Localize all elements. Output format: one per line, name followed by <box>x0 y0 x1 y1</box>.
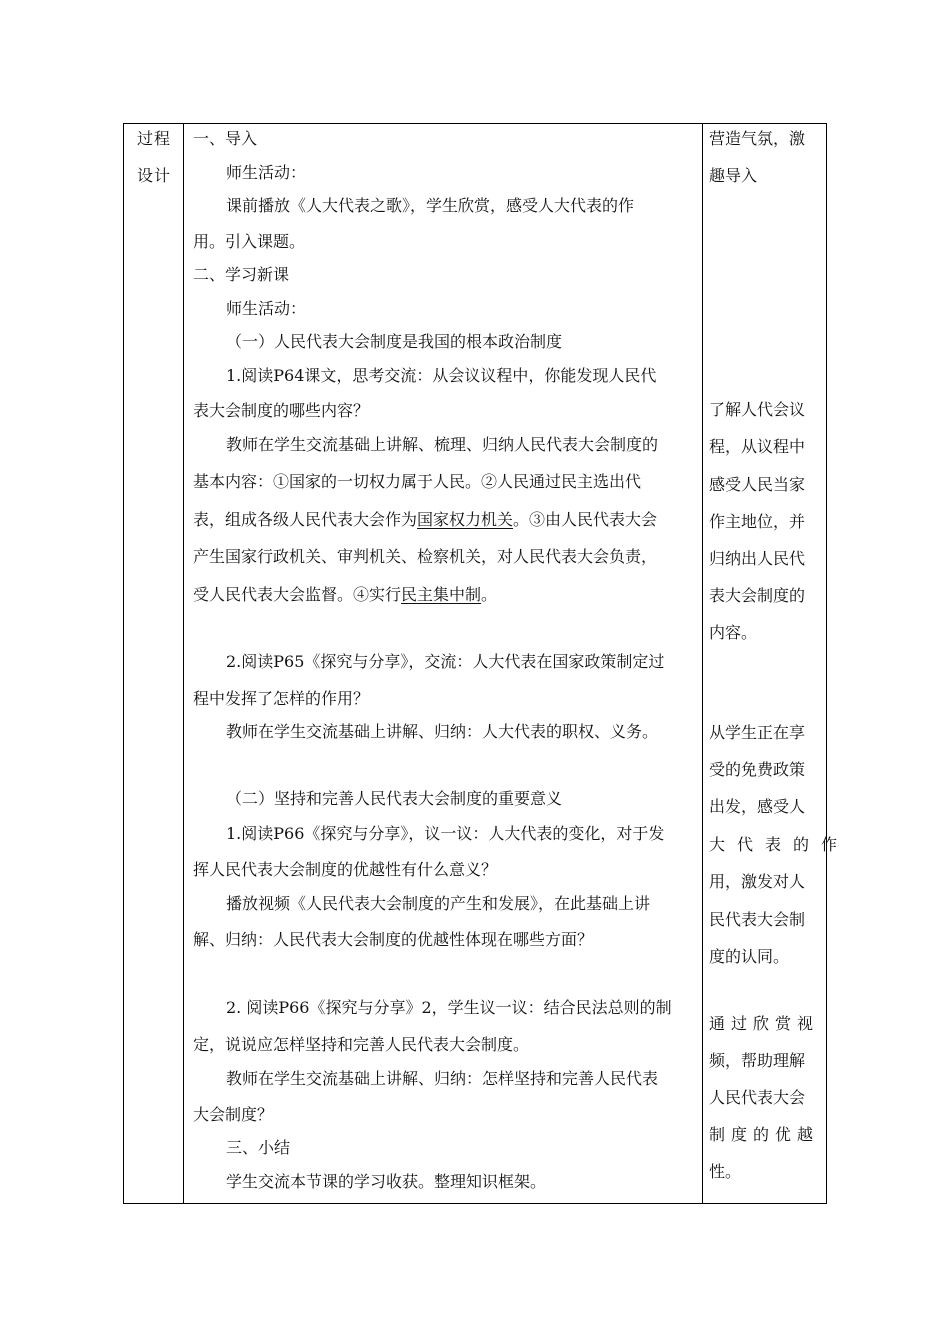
text-run: 受人民代表大会监督。④实行 <box>193 585 402 604</box>
section-label-line: 过程 <box>137 129 172 148</box>
intent-line: 从学生正在享 <box>709 723 806 742</box>
paragraph-line <box>193 585 497 605</box>
paragraph-line: 用。引入课题。 <box>193 232 306 251</box>
intent-line: 归纳出人民代 <box>709 549 806 568</box>
intent-line: 作主地位，并 <box>709 512 806 531</box>
paragraph-line: 1.阅读P66《探究与分享》，议一议：人大代表的变化，对于发 <box>226 824 665 843</box>
intent-line: 感受人民当家 <box>709 475 806 494</box>
paragraph-line: 基本内容：①国家的一切权力属于人民。②人民通过民主选出代 <box>193 472 642 491</box>
paragraph-line: 课前播放《人大代表之歌》，学生欣赏，感受人大代表的作 <box>226 196 635 215</box>
paragraph-line <box>193 510 657 530</box>
intent-line: 表大会制度的 <box>709 586 806 605</box>
intent-line: 受的免费政策 <box>709 760 806 779</box>
lesson-process-table <box>123 123 850 1204</box>
intent-line: 民代表大会制 <box>709 910 806 929</box>
paragraph-line: 师生活动： <box>226 299 307 318</box>
intent-line: 频，帮助理解 <box>709 1051 806 1070</box>
paragraph-line: 教师在学生交流基础上讲解、梳理、归纳人民代表大会制度的 <box>226 435 659 454</box>
text-run: 。 <box>481 585 498 604</box>
intent-line: 内容。 <box>709 623 758 642</box>
underlined-term: 国家权力机关 <box>417 510 514 529</box>
text-run: 表，组成各级人民代表大会作为 <box>193 510 418 529</box>
paragraph-line: 挥人民代表大会制度的优越性有什么意义？ <box>193 860 498 879</box>
paragraph-line: 解、归纳：人民代表大会制度的优越性体现在哪些方面？ <box>193 930 594 949</box>
paragraph-line: 播放视频《人民代表大会制度的产生和发展》，在此基础上讲 <box>226 894 651 913</box>
heading-new-lesson: 二、学习新课 <box>193 265 290 284</box>
paragraph-line: 学生交流本节课的学习收获。整理知识框架。 <box>226 1172 547 1191</box>
paragraph-line: 表大会制度的哪些内容？ <box>193 401 370 420</box>
intent-line: 出发，感受人 <box>709 797 806 816</box>
intent-line: 人民代表大会 <box>709 1088 806 1107</box>
text-run: 。③由人民代表大会 <box>513 510 658 529</box>
intent-line: 营造气氛，激 <box>709 129 806 148</box>
design-intent-cell <box>702 124 850 1203</box>
subheading-2: （二）坚持和完善人民代表大会制度的重要意义 <box>226 789 563 808</box>
intent-line: 程，从议程中 <box>709 437 806 456</box>
paragraph-line: 大会制度？ <box>193 1105 274 1124</box>
intent-line: 通过欣赏视 <box>709 1014 820 1033</box>
paragraph-line: 程中发挥了怎样的作用？ <box>193 689 370 708</box>
section-label-cell <box>124 124 183 1203</box>
paragraph-line: 2. 阅读P66《探究与分享》2，学生议一议：结合民法总则的制 <box>226 998 672 1017</box>
paragraph-line: 定，说说应怎样坚持和完善人民代表大会制度。 <box>193 1035 530 1054</box>
paragraph-line: 2.阅读P65《探究与分享》，交流：人大代表在国家政策制定过 <box>226 652 665 671</box>
paragraph-line: 教师在学生交流基础上讲解、归纳：人大代表的职权、义务。 <box>226 722 659 741</box>
process-content-cell <box>183 124 702 1203</box>
intent-line: 趣导入 <box>709 166 758 185</box>
heading-summary: 三、小结 <box>226 1138 291 1157</box>
section-label-line: 设计 <box>137 166 172 185</box>
paragraph-line: 教师在学生交流基础上讲解、归纳：怎样坚持和完善人民代表 <box>226 1069 659 1088</box>
intent-line: 用，激发对人 <box>709 872 806 891</box>
underlined-term: 民主集中制 <box>401 585 482 604</box>
heading-intro: 一、导入 <box>193 129 258 148</box>
intent-line: 制度的优越 <box>709 1125 820 1144</box>
intent-line: 大代表的作 <box>709 835 850 854</box>
intent-line: 性。 <box>709 1162 742 1181</box>
subheading-1: （一）人民代表大会制度是我国的根本政治制度 <box>226 332 563 351</box>
paragraph-line: 1.阅读P64课文，思考交流：从会议议程中，你能发现人民代 <box>226 366 657 385</box>
intent-line: 了解人代会议 <box>709 400 806 419</box>
intent-line: 度的认同。 <box>709 947 790 966</box>
paragraph-line: 师生活动： <box>226 163 307 182</box>
paragraph-line: 产生国家行政机关、审判机关、检察机关，对人民代表大会负责， <box>193 547 658 566</box>
